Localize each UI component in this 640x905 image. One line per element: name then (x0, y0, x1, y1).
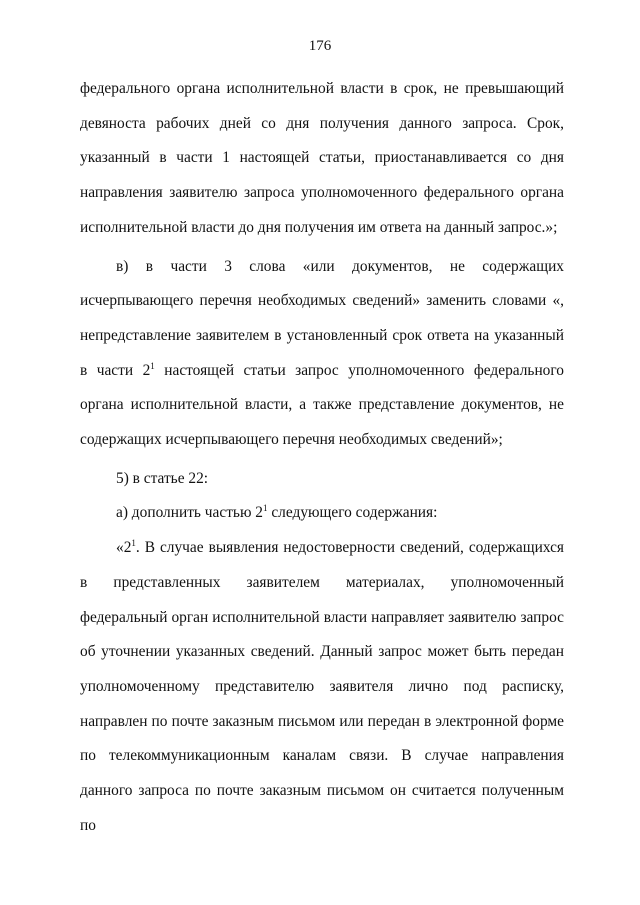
text-run: федерального органа исполнительной власти в срок, не превышающий девяноста рабочих дней со дня получения данного запроса. Срок, указанный в части 1 настоящей статьи, приостанавливается со дня направления заявителю запроса уполномоченного федерального органа исполнительной власти до дня получения им ответа на данный запрос.»; (80, 80, 564, 236)
text-run: «2 (116, 539, 132, 557)
text-run: . В случае выявления недостоверности сведений, содержащихся в представленных заявителем материалах, уполномоченный федеральный орган исполнительной власти направляет заявителю запрос об уточнении указанных сведений. Данный запрос может быть передан уполномоченному представителю заявителя лично под расписку, направлен по почте заказным письмом или передан в электронной форме по телекоммуникационным каналам связи. В случае направления данного запроса по почте заказным письмом он считается полученным по (80, 539, 564, 834)
text-run: 5) в статье 22: (116, 469, 209, 487)
document-body (80, 72, 564, 843)
superscript: 1 (263, 503, 268, 514)
paragraph (80, 496, 564, 531)
paragraph (80, 531, 564, 843)
text-run: следующего содержания: (267, 504, 438, 522)
text-run: в) в части 3 слова «или документов, не содержащих исчерпывающего перечня необходимых сведений» заменить словами «, непредставление заявителем в установленный срок ответа на указанный в части 2 (80, 257, 564, 379)
paragraph (80, 250, 564, 458)
page-number: 176 (308, 38, 332, 54)
paragraph (80, 72, 564, 246)
superscript: 1 (131, 538, 136, 549)
text-run: а) дополнить частью 2 (116, 504, 263, 522)
text-run: настоящей статьи запрос уполномоченного федерального органа исполнительной власти, а также представление документов, не содержащих исчерпывающего перечня необходимых сведений»; (80, 361, 564, 449)
paragraph (80, 462, 564, 497)
superscript: 1 (150, 360, 155, 371)
